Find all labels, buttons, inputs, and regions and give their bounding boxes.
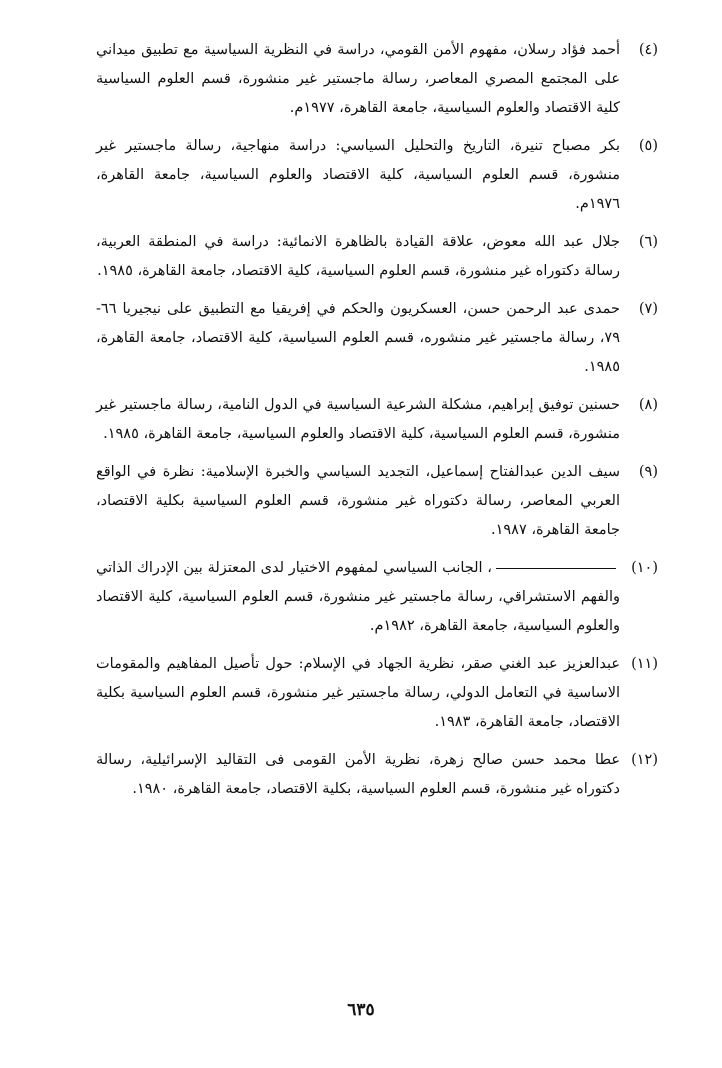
reference-number: (٧) — [638, 301, 658, 317]
reference-text-with-dash — [96, 554, 658, 641]
reference-number: (٨) — [638, 397, 658, 413]
reference-entry — [96, 554, 658, 641]
reference-entry — [96, 391, 658, 449]
reference-text: ، الجانب السياسي لمفهوم الاختيار لدى المعتزلة بين الإدراك الذاتي والفهم الاستشراقي، رسالة ماجستير غير منشورة، قسم العلوم السياسية، كلية الاقتصاد والعلوم السياسية، جامعة القاهرة، ١٩٨٢م. — [96, 560, 620, 634]
reference-number: (٦) — [638, 234, 658, 250]
reference-entry — [96, 650, 658, 737]
reference-entry — [96, 132, 658, 219]
reference-entry — [96, 458, 658, 545]
reference-text: سيف الدين عبدالفتاح إسماعيل، التجديد السياسي والخبرة الإسلامية: نظرة في الواقع العربي المعاصر، رسالة دكتوراه غير منشورة، قسم العلوم السياسية بكلية الاقتصاد، جامعة القاهرة، ١٩٨٧. — [96, 464, 620, 538]
author-repeat-dash — [496, 568, 616, 569]
reference-text: حسنين توفيق إبراهيم، مشكلة الشرعية السياسية في الدول النامية، رسالة ماجستير غير منشورة، قسم العلوم السياسية، كلية الاقتصاد والعلوم السياسية، جامعة القاهرة، ١٩٨٥. — [96, 397, 620, 442]
reference-text: جلال عبد الله معوض، علاقة القيادة بالظاهرة الانمائية: دراسة في المنطقة العربية، رسالة دكتوراه غير منشورة، قسم العلوم السياسية، كلية الاقتصاد، جامعة القاهرة، ١٩٨٥. — [96, 234, 620, 279]
reference-entry — [96, 746, 658, 804]
reference-text: عطا محمد حسن صالح زهرة، نظرية الأمن القومى فى التقاليد الإسرائيلية، رسالة دكتوراه غير منشورة، قسم العلوم السياسية، بكلية الاقتصاد، جامعة القاهرة، ١٩٨٠. — [96, 752, 620, 797]
reference-text: حمدى عبد الرحمن حسن، العسكريون والحكم في إفريقيا مع التطبيق على نيجيريا ٦٦- ٧٩، رسالة ماجستير غير منشوره، قسم العلوم السياسية، كلية الاقتصاد، جامعة القاهرة، ١٩٨٥. — [96, 301, 620, 375]
reference-number: (٩) — [638, 464, 658, 480]
reference-number: (١١) — [631, 656, 658, 672]
reference-entry — [96, 295, 658, 382]
reference-number: (١٢) — [631, 752, 658, 768]
reference-entry — [96, 228, 658, 286]
reference-text: عبدالعزيز عبد الغني صقر، نظرية الجهاد في الإسلام: حول تأصيل المفاهيم والمقومات الاساسية في التعامل الدولي، رسالة ماجستير غير منشورة، قسم العلوم السياسية بكلية الاقتصاد، جامعة القاهرة، ١٩٨٣. — [96, 656, 620, 730]
reference-list — [96, 36, 658, 813]
reference-text: بكر مصباح تنيرة، التاريخ والتحليل السياسي: دراسة منهاجية، رسالة ماجستير غير منشورة، قسم العلوم السياسية، كلية الاقتصاد والعلوم السياسية، جامعة القاهرة، ١٩٧٦م. — [96, 138, 620, 212]
reference-text: أحمد فؤاد رسلان، مفهوم الأمن القومي، دراسة في النظرية السياسية مع تطبيق ميداني على المجتمع المصري المعاصر، رسالة ماجستير غير منشورة، قسم العلوم السياسية كلية الاقتصاد والعلوم السياسية، جامعة القاهرة، ١٩٧٧م. — [96, 42, 620, 116]
reference-number: (١٠) — [631, 560, 658, 576]
reference-number: (٤) — [638, 42, 658, 58]
page-number: ٦٣٥ — [347, 1000, 375, 1020]
reference-number: (٥) — [638, 138, 658, 154]
reference-entry — [96, 36, 658, 123]
